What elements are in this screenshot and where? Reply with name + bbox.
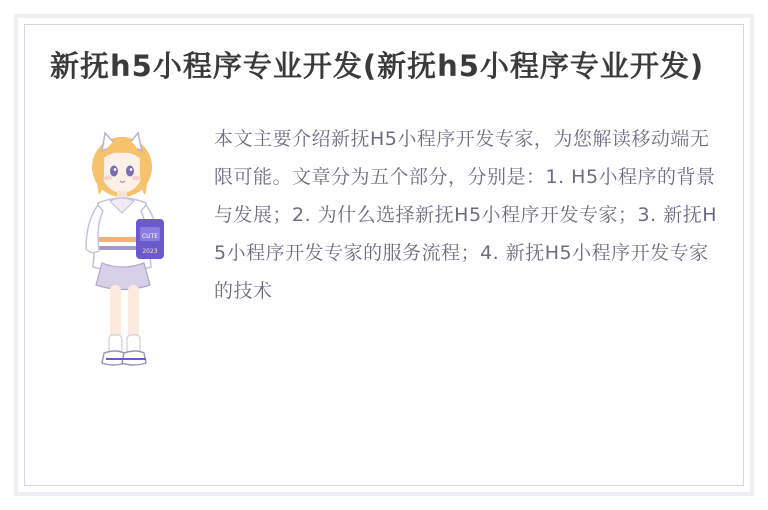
article-paragraph: 本文主要介绍新抚H5小程序开发专家，为您解读移动端无限可能。文章分为五个部分，分别是：1. H5小程序的背景与发展；2. 为什么选择新抚H5小程序开发专家；3. 新抚H5小程序开发专家的服务流程；4. 新抚H5小程序开发专家的技术 bbox=[214, 128, 717, 303]
page-title: 新抚h5小程序专业开发(新抚h5小程序专业开发) bbox=[50, 49, 705, 83]
document-content bbox=[24, 24, 744, 486]
svg-text:CUTE: CUTE bbox=[141, 233, 159, 241]
anime-girl-illustration bbox=[50, 107, 200, 407]
illustration-svg bbox=[50, 107, 200, 407]
article-body-area bbox=[50, 101, 718, 407]
svg-text:2023: 2023 bbox=[142, 248, 158, 256]
